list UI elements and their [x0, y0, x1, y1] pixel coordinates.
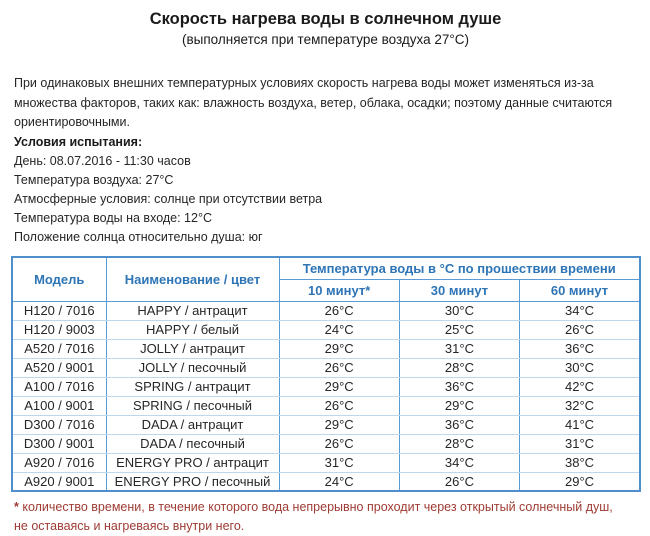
- cell-temp-30: 31°C: [399, 339, 519, 358]
- cell-temp-10: 24°C: [279, 320, 399, 339]
- cell-temp-10: 26°C: [279, 301, 399, 320]
- cell-name: DADA / антрацит: [106, 415, 279, 434]
- condition-item-day: День: 08.07.2016 - 11:30 часов: [14, 154, 191, 168]
- cell-temp-60: 30°C: [520, 358, 640, 377]
- table-row: [12, 301, 640, 320]
- test-conditions: [14, 133, 637, 248]
- cell-model: D300 / 7016: [12, 415, 106, 434]
- condition-item-sun-position: Положение солнца относительно душа: юг: [14, 230, 263, 244]
- cell-temp-10: 26°C: [279, 358, 399, 377]
- page-subtitle: (выполняется при температуре воздуха 27°C): [181, 32, 470, 47]
- cell-temp-60: 29°C: [520, 472, 640, 491]
- cell-model: A520 / 7016: [12, 339, 106, 358]
- table-row: [12, 396, 640, 415]
- column-header-group-temperature: Температура воды в °C по прошествии времени: [279, 257, 640, 279]
- cell-name: SPRING / антрацит: [106, 377, 279, 396]
- cell-temp-10: 31°C: [279, 453, 399, 472]
- table-body: [12, 301, 640, 491]
- cell-temp-30: 30°C: [399, 301, 519, 320]
- cell-temp-60: 31°C: [520, 434, 640, 453]
- condition-item-inlet-temp: Температура воды на входе: 12°C: [14, 211, 212, 225]
- cell-temp-10: 26°C: [279, 396, 399, 415]
- column-header-30min: 30 минут: [399, 279, 519, 301]
- footnote-asterisk: *: [14, 500, 19, 514]
- cell-temp-10: 29°C: [279, 339, 399, 358]
- table-row: [12, 434, 640, 453]
- cell-name: SPRING / песочный: [106, 396, 279, 415]
- cell-temp-30: 28°C: [399, 434, 519, 453]
- cell-name: ENERGY PRO / песочный: [106, 472, 279, 491]
- cell-temp-10: 29°C: [279, 415, 399, 434]
- table-row: [12, 472, 640, 491]
- cell-temp-60: 34°C: [520, 301, 640, 320]
- cell-model: A520 / 9001: [12, 358, 106, 377]
- results-table: [11, 256, 641, 492]
- cell-name: JOLLY / песочный: [106, 358, 279, 377]
- cell-model: A100 / 9001: [12, 396, 106, 415]
- cell-name: JOLLY / антрацит: [106, 339, 279, 358]
- cell-model: A920 / 7016: [12, 453, 106, 472]
- cell-temp-30: 29°C: [399, 396, 519, 415]
- cell-model: A100 / 7016: [12, 377, 106, 396]
- cell-name: ENERGY PRO / антрацит: [106, 453, 279, 472]
- cell-model: H120 / 7016: [12, 301, 106, 320]
- cell-model: D300 / 9001: [12, 434, 106, 453]
- cell-temp-60: 38°C: [520, 453, 640, 472]
- table-row: [12, 358, 640, 377]
- cell-temp-10: 29°C: [279, 377, 399, 396]
- cell-temp-10: 26°C: [279, 434, 399, 453]
- cell-name: HAPPY / белый: [106, 320, 279, 339]
- cell-temp-30: 25°C: [399, 320, 519, 339]
- table-row: [12, 339, 640, 358]
- cell-temp-30: 34°C: [399, 453, 519, 472]
- condition-item-air-temp: Температура воздуха: 27°C: [14, 173, 174, 187]
- table-row: [12, 453, 640, 472]
- condition-item-atmosphere: Атмосферные условия: солнце при отсутствии ветра: [14, 192, 323, 206]
- cell-model: H120 / 9003: [12, 320, 106, 339]
- column-header-10min: 10 минут*: [279, 279, 399, 301]
- cell-temp-60: 41°C: [520, 415, 640, 434]
- cell-temp-60: 32°C: [520, 396, 640, 415]
- cell-temp-30: 28°C: [399, 358, 519, 377]
- cell-temp-30: 26°C: [399, 472, 519, 491]
- table-row: [12, 415, 640, 434]
- table-row: [12, 320, 640, 339]
- column-header-60min: 60 минут: [520, 279, 640, 301]
- cell-temp-60: 42°C: [520, 377, 640, 396]
- table-row: [12, 377, 640, 396]
- page-title: Скорость нагрева воды в солнечном душе: [149, 10, 502, 28]
- conditions-heading: Условия испытания:: [14, 134, 143, 149]
- cell-temp-10: 24°C: [279, 472, 399, 491]
- column-header-name: Наименование / цвет: [106, 257, 279, 301]
- footnote-text: количество времени, в течение которого вода непрерывно проходит через открытый солнечный душ, не оставаясь и нагреваясь внутри него.: [14, 500, 613, 533]
- cell-temp-30: 36°C: [399, 377, 519, 396]
- footnote: [14, 498, 624, 536]
- intro-paragraph: При одинаковых внешних температурных условиях скорость нагрева воды может изменяться из-за множества факторов, таких как: влажность воздуха, ветер, облака, осадки; поэтому данные считаются ориентировочными.: [14, 76, 613, 129]
- cell-name: DADA / песочный: [106, 434, 279, 453]
- cell-temp-60: 26°C: [520, 320, 640, 339]
- cell-temp-30: 36°C: [399, 415, 519, 434]
- cell-name: HAPPY / антрацит: [106, 301, 279, 320]
- column-header-model: Модель: [12, 257, 106, 301]
- cell-temp-60: 36°C: [520, 339, 640, 358]
- table-header: [12, 257, 640, 301]
- cell-model: A920 / 9001: [12, 472, 106, 491]
